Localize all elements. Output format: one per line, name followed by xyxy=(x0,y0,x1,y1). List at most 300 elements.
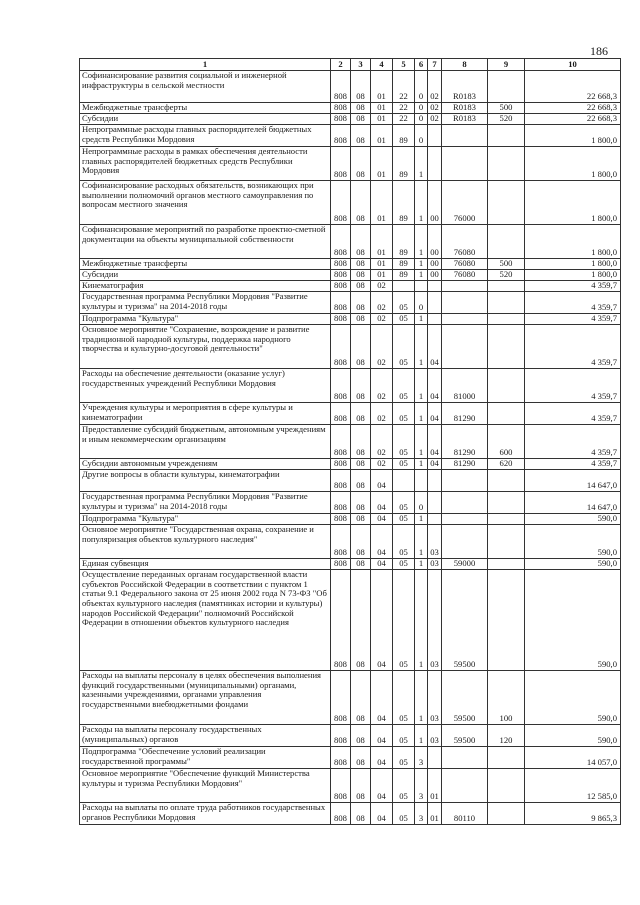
row-code-cs2: 1 xyxy=(415,725,428,747)
row-code-cs3 xyxy=(428,514,442,525)
row-code-vr xyxy=(488,803,525,825)
row-code-cs2: 1 xyxy=(415,559,428,570)
row-code-cs3: 03 xyxy=(428,525,442,559)
row-amount: 590,0 xyxy=(525,559,621,570)
row-code-cs1: 22 xyxy=(393,71,415,103)
row-code-pr: 01 xyxy=(371,181,393,225)
row-code-cs2: 1 xyxy=(415,570,428,671)
row-code-cs2: 0 xyxy=(415,103,428,114)
row-code-cs2: 1 xyxy=(415,514,428,525)
row-code-rz: 08 xyxy=(351,459,371,470)
row-code-cs1: 05 xyxy=(393,369,415,403)
row-code-rz: 08 xyxy=(351,103,371,114)
row-code-cs4: 81000 xyxy=(442,369,488,403)
row-amount: 590,0 xyxy=(525,514,621,525)
row-code-gr: 808 xyxy=(331,181,351,225)
row-amount: 590,0 xyxy=(525,671,621,725)
row-code-rz: 08 xyxy=(351,514,371,525)
row-code-vr xyxy=(488,559,525,570)
row-code-vr xyxy=(488,225,525,259)
table-row xyxy=(80,570,621,671)
row-code-vr xyxy=(488,125,525,147)
column-header-1: 1 xyxy=(80,59,331,71)
row-code-cs2: 0 xyxy=(415,492,428,514)
row-code-cs1: 05 xyxy=(393,525,415,559)
row-code-cs2: 0 xyxy=(415,292,428,314)
row-code-vr xyxy=(488,292,525,314)
row-code-vr xyxy=(488,769,525,803)
row-amount: 4 359,7 xyxy=(525,403,621,425)
row-amount: 4 359,7 xyxy=(525,292,621,314)
row-code-gr: 808 xyxy=(331,747,351,769)
row-code-vr xyxy=(488,514,525,525)
row-description: Основное мероприятие "Государственная охрана, сохранение и популяризация объектов культурного наследия" xyxy=(80,525,331,559)
row-description: Кинематография xyxy=(80,281,331,292)
row-code-cs1: 05 xyxy=(393,725,415,747)
row-code-cs3: 04 xyxy=(428,425,442,459)
row-code-pr: 01 xyxy=(371,147,393,181)
row-code-cs4: R0183 xyxy=(442,103,488,114)
row-code-cs3: 04 xyxy=(428,459,442,470)
row-description: Межбюджетные трансферты xyxy=(80,259,331,270)
row-code-cs3: 04 xyxy=(428,369,442,403)
row-description: Подпрограмма "Обеспечение условий реализации государственной программы" xyxy=(80,747,331,769)
row-code-rz: 08 xyxy=(351,559,371,570)
row-code-cs4: 59500 xyxy=(442,725,488,747)
row-description: Софинансирование расходных обязательств, возникающих при выполнении полномочий органов местного самоуправления по вопросам местного значения xyxy=(80,181,331,225)
row-code-vr xyxy=(488,403,525,425)
row-description: Учреждения культуры и мероприятия в сфере культуры и кинематографии xyxy=(80,403,331,425)
row-code-cs3: 02 xyxy=(428,103,442,114)
row-code-cs1: 05 xyxy=(393,459,415,470)
row-code-gr: 808 xyxy=(331,803,351,825)
row-description: Расходы на выплаты по оплате труда работников государственных органов Республики Мордовия xyxy=(80,803,331,825)
row-code-pr: 04 xyxy=(371,725,393,747)
row-code-cs4: 80110 xyxy=(442,803,488,825)
row-code-rz: 08 xyxy=(351,470,371,492)
row-code-rz: 08 xyxy=(351,369,371,403)
row-amount: 22 668,3 xyxy=(525,103,621,114)
row-code-cs1: 89 xyxy=(393,270,415,281)
row-code-gr: 808 xyxy=(331,671,351,725)
row-description: Единая субвенция xyxy=(80,559,331,570)
table-row xyxy=(80,292,621,314)
row-description: Подпрограмма "Культура" xyxy=(80,514,331,525)
row-code-cs2: 1 xyxy=(415,369,428,403)
row-code-cs2: 1 xyxy=(415,225,428,259)
row-code-vr: 100 xyxy=(488,671,525,725)
table-row xyxy=(80,403,621,425)
row-code-cs4 xyxy=(442,514,488,525)
row-code-cs2: 1 xyxy=(415,181,428,225)
row-code-cs2 xyxy=(415,281,428,292)
row-code-rz: 08 xyxy=(351,525,371,559)
table-row xyxy=(80,470,621,492)
row-amount: 9 865,3 xyxy=(525,803,621,825)
row-code-pr: 04 xyxy=(371,514,393,525)
row-code-cs2: 3 xyxy=(415,769,428,803)
row-code-pr: 01 xyxy=(371,259,393,270)
row-code-cs1: 05 xyxy=(393,514,415,525)
row-code-rz: 08 xyxy=(351,492,371,514)
row-code-cs4: 81290 xyxy=(442,425,488,459)
row-code-cs2 xyxy=(415,470,428,492)
row-code-gr: 808 xyxy=(331,325,351,369)
row-code-vr xyxy=(488,147,525,181)
row-description: Межбюджетные трансферты xyxy=(80,103,331,114)
row-code-cs2: 0 xyxy=(415,125,428,147)
row-code-cs1: 05 xyxy=(393,492,415,514)
row-code-cs1: 05 xyxy=(393,425,415,459)
row-code-cs1: 22 xyxy=(393,114,415,125)
row-code-rz: 08 xyxy=(351,147,371,181)
row-code-vr: 500 xyxy=(488,103,525,114)
row-code-rz: 08 xyxy=(351,747,371,769)
row-code-cs1: 89 xyxy=(393,147,415,181)
table-row xyxy=(80,225,621,259)
table-row xyxy=(80,314,621,325)
row-description: Субсидии xyxy=(80,114,331,125)
row-amount: 4 359,7 xyxy=(525,325,621,369)
row-code-cs2: 0 xyxy=(415,114,428,125)
row-code-pr: 02 xyxy=(371,369,393,403)
row-code-cs2: 1 xyxy=(415,459,428,470)
row-code-rz: 08 xyxy=(351,71,371,103)
row-code-vr: 520 xyxy=(488,270,525,281)
row-code-vr: 120 xyxy=(488,725,525,747)
table-row xyxy=(80,559,621,570)
row-code-gr: 808 xyxy=(331,459,351,470)
row-description: Другие вопросы в области культуры, кинематографии xyxy=(80,470,331,492)
row-code-cs4 xyxy=(442,492,488,514)
table-row xyxy=(80,147,621,181)
row-code-gr: 808 xyxy=(331,103,351,114)
row-code-cs4: 59000 xyxy=(442,559,488,570)
row-code-cs4: 59500 xyxy=(442,570,488,671)
table-row xyxy=(80,181,621,225)
row-code-gr: 808 xyxy=(331,259,351,270)
column-header-7: 7 xyxy=(428,59,442,71)
row-code-cs2: 1 xyxy=(415,259,428,270)
table-row xyxy=(80,747,621,769)
column-header-8: 8 xyxy=(442,59,488,71)
row-code-rz: 08 xyxy=(351,725,371,747)
row-code-cs3 xyxy=(428,314,442,325)
row-code-cs3: 02 xyxy=(428,114,442,125)
row-code-cs2: 1 xyxy=(415,270,428,281)
table-row xyxy=(80,259,621,270)
table-row xyxy=(80,425,621,459)
row-code-cs3: 00 xyxy=(428,181,442,225)
row-description: Субсидии xyxy=(80,270,331,281)
row-code-vr xyxy=(488,747,525,769)
row-code-gr: 808 xyxy=(331,281,351,292)
row-code-pr: 04 xyxy=(371,803,393,825)
row-code-cs2: 1 xyxy=(415,671,428,725)
row-code-cs1: 05 xyxy=(393,403,415,425)
row-code-cs4: 59500 xyxy=(442,671,488,725)
row-code-cs4: 81290 xyxy=(442,403,488,425)
row-code-gr: 808 xyxy=(331,270,351,281)
row-amount: 14 647,0 xyxy=(525,492,621,514)
row-code-cs3 xyxy=(428,281,442,292)
row-code-cs2: 3 xyxy=(415,803,428,825)
row-description: Непрограммные расходы главных распорядителей бюджетных средств Республики Мордовия xyxy=(80,125,331,147)
table-row xyxy=(80,71,621,103)
row-description: Основное мероприятие "Сохранение, возрождение и развитие традиционной народной культуры, поддержка народного творчества и культурно-досуговой деятельности" xyxy=(80,325,331,369)
table-row xyxy=(80,325,621,369)
row-description: Подпрограмма "Культура" xyxy=(80,314,331,325)
row-code-gr: 808 xyxy=(331,403,351,425)
row-code-cs3: 00 xyxy=(428,259,442,270)
row-code-pr: 04 xyxy=(371,570,393,671)
row-code-rz: 08 xyxy=(351,259,371,270)
row-code-cs2: 1 xyxy=(415,314,428,325)
row-description: Расходы на выплаты персоналу в целях обеспечения выполнения функций государственными (муниципальными) органами, казенными учреждениями, органами управления государственными внебюджетными фондами xyxy=(80,671,331,725)
row-code-cs1: 05 xyxy=(393,570,415,671)
row-code-gr: 808 xyxy=(331,147,351,181)
row-amount: 1 800,0 xyxy=(525,181,621,225)
budget-table xyxy=(79,58,621,825)
table-row xyxy=(80,103,621,114)
row-code-pr: 02 xyxy=(371,459,393,470)
row-code-vr xyxy=(488,369,525,403)
row-amount: 14 057,0 xyxy=(525,747,621,769)
row-code-cs1: 05 xyxy=(393,559,415,570)
table-row xyxy=(80,459,621,470)
row-code-cs3: 03 xyxy=(428,570,442,671)
row-code-gr: 808 xyxy=(331,525,351,559)
row-code-cs4: R0183 xyxy=(442,71,488,103)
row-code-gr: 808 xyxy=(331,559,351,570)
row-code-gr: 808 xyxy=(331,425,351,459)
row-code-cs4 xyxy=(442,147,488,181)
row-code-cs1: 05 xyxy=(393,671,415,725)
table-row xyxy=(80,514,621,525)
row-code-gr: 808 xyxy=(331,71,351,103)
row-code-rz: 08 xyxy=(351,270,371,281)
row-code-vr xyxy=(488,492,525,514)
row-code-vr xyxy=(488,470,525,492)
column-header-3: 3 xyxy=(351,59,371,71)
row-code-cs1: 05 xyxy=(393,314,415,325)
row-code-cs4: 76080 xyxy=(442,270,488,281)
row-code-gr: 808 xyxy=(331,769,351,803)
row-code-cs1 xyxy=(393,281,415,292)
row-amount: 1 800,0 xyxy=(525,259,621,270)
row-code-pr: 02 xyxy=(371,314,393,325)
row-code-cs1: 89 xyxy=(393,181,415,225)
row-code-vr: 620 xyxy=(488,459,525,470)
row-code-cs3 xyxy=(428,292,442,314)
row-code-gr: 808 xyxy=(331,470,351,492)
row-code-cs1: 05 xyxy=(393,769,415,803)
row-code-cs3: 04 xyxy=(428,325,442,369)
row-description: Субсидии автономным учреждениям xyxy=(80,459,331,470)
row-code-pr: 02 xyxy=(371,425,393,459)
row-code-cs4 xyxy=(442,525,488,559)
row-code-vr xyxy=(488,525,525,559)
column-header-9: 9 xyxy=(488,59,525,71)
row-code-gr: 808 xyxy=(331,492,351,514)
row-code-vr xyxy=(488,71,525,103)
row-code-cs4: 76080 xyxy=(442,259,488,270)
row-code-pr: 04 xyxy=(371,769,393,803)
row-code-cs4 xyxy=(442,125,488,147)
row-code-pr: 04 xyxy=(371,525,393,559)
row-code-cs3 xyxy=(428,747,442,769)
row-code-rz: 08 xyxy=(351,114,371,125)
row-amount: 1 800,0 xyxy=(525,225,621,259)
row-amount: 4 359,7 xyxy=(525,459,621,470)
row-code-vr xyxy=(488,314,525,325)
row-code-gr: 808 xyxy=(331,369,351,403)
row-code-rz: 08 xyxy=(351,403,371,425)
row-code-cs3: 00 xyxy=(428,270,442,281)
column-header-6: 6 xyxy=(415,59,428,71)
row-amount: 4 359,7 xyxy=(525,425,621,459)
row-code-cs2: 1 xyxy=(415,525,428,559)
row-code-cs1 xyxy=(393,470,415,492)
row-code-cs3: 01 xyxy=(428,803,442,825)
row-code-cs4: 81290 xyxy=(442,459,488,470)
row-code-rz: 08 xyxy=(351,803,371,825)
row-code-vr: 500 xyxy=(488,259,525,270)
row-code-vr xyxy=(488,570,525,671)
row-code-rz: 08 xyxy=(351,425,371,459)
row-code-rz: 08 xyxy=(351,225,371,259)
row-code-cs4 xyxy=(442,747,488,769)
row-code-cs1: 05 xyxy=(393,292,415,314)
row-code-pr: 01 xyxy=(371,270,393,281)
row-code-pr: 01 xyxy=(371,71,393,103)
row-code-gr: 808 xyxy=(331,570,351,671)
row-code-rz: 08 xyxy=(351,281,371,292)
row-code-cs3: 03 xyxy=(428,559,442,570)
table-row xyxy=(80,671,621,725)
row-code-cs3 xyxy=(428,147,442,181)
row-description: Предоставление субсидий бюджетным, автономным учреждениям и иным некоммерческим организациям xyxy=(80,425,331,459)
row-code-cs2: 1 xyxy=(415,403,428,425)
table-body xyxy=(80,71,621,825)
row-code-cs2: 3 xyxy=(415,747,428,769)
page-number: 186 xyxy=(590,44,608,58)
row-code-cs3 xyxy=(428,492,442,514)
row-code-pr: 02 xyxy=(371,281,393,292)
row-description: Расходы на выплаты персоналу государственных (муниципальных) органов xyxy=(80,725,331,747)
row-code-cs4 xyxy=(442,470,488,492)
row-code-pr: 04 xyxy=(371,747,393,769)
row-amount: 1 800,0 xyxy=(525,125,621,147)
row-code-vr: 600 xyxy=(488,425,525,459)
row-code-cs3: 02 xyxy=(428,71,442,103)
row-code-gr: 808 xyxy=(331,114,351,125)
row-code-cs1: 22 xyxy=(393,103,415,114)
row-code-rz: 08 xyxy=(351,570,371,671)
row-code-cs2: 1 xyxy=(415,325,428,369)
row-code-gr: 808 xyxy=(331,225,351,259)
row-code-cs1: 89 xyxy=(393,259,415,270)
row-amount: 590,0 xyxy=(525,525,621,559)
row-code-cs1: 05 xyxy=(393,747,415,769)
table-row xyxy=(80,803,621,825)
table-row xyxy=(80,769,621,803)
row-code-gr: 808 xyxy=(331,725,351,747)
row-code-pr: 01 xyxy=(371,114,393,125)
table-header xyxy=(80,59,621,71)
column-header-4: 4 xyxy=(371,59,393,71)
row-code-vr xyxy=(488,281,525,292)
row-code-cs1: 89 xyxy=(393,125,415,147)
row-code-rz: 08 xyxy=(351,181,371,225)
table-row xyxy=(80,369,621,403)
table-row xyxy=(80,125,621,147)
row-description: Расходы на обеспечение деятельности (оказание услуг) государственных учреждений Республики Мордовия xyxy=(80,369,331,403)
row-code-pr: 01 xyxy=(371,225,393,259)
row-code-cs4: 76000 xyxy=(442,181,488,225)
row-code-cs3 xyxy=(428,470,442,492)
row-amount: 590,0 xyxy=(525,570,621,671)
row-code-vr xyxy=(488,181,525,225)
row-amount: 4 359,7 xyxy=(525,281,621,292)
row-code-gr: 808 xyxy=(331,125,351,147)
column-header-10: 10 xyxy=(525,59,621,71)
column-header-5: 5 xyxy=(393,59,415,71)
row-code-cs1: 05 xyxy=(393,803,415,825)
row-description: Государственная программа Республики Мордовия "Развитие культуры и туризма" на 2014-2018 годы xyxy=(80,492,331,514)
row-code-cs4 xyxy=(442,281,488,292)
row-description: Осуществление переданных органам государственной власти субъектов Российской Федерации в соответствии с пунктом 1 статьи 9.1 Федерального закона от 25 июня 2002 года N 73-ФЗ "Об объектах культурного наследия (памятниках истории и культуры) народов Российской Федерации" полномочий Российской Федерации в отношении объектов культурного наследия xyxy=(80,570,331,671)
row-code-cs4 xyxy=(442,314,488,325)
row-code-vr xyxy=(488,325,525,369)
row-code-cs1: 89 xyxy=(393,225,415,259)
row-code-pr: 04 xyxy=(371,492,393,514)
row-code-pr: 01 xyxy=(371,125,393,147)
row-code-cs4: R0183 xyxy=(442,114,488,125)
row-code-cs3: 03 xyxy=(428,671,442,725)
row-amount: 22 668,3 xyxy=(525,71,621,103)
row-code-pr: 02 xyxy=(371,292,393,314)
row-code-cs3 xyxy=(428,125,442,147)
table-row xyxy=(80,114,621,125)
row-amount: 14 647,0 xyxy=(525,470,621,492)
row-code-gr: 808 xyxy=(331,292,351,314)
table-row xyxy=(80,525,621,559)
row-code-cs3: 00 xyxy=(428,225,442,259)
row-code-pr: 02 xyxy=(371,325,393,369)
table-row xyxy=(80,281,621,292)
row-amount: 4 359,7 xyxy=(525,314,621,325)
row-code-cs2: 1 xyxy=(415,147,428,181)
table-row xyxy=(80,725,621,747)
row-code-cs4: 76080 xyxy=(442,225,488,259)
row-code-pr: 02 xyxy=(371,403,393,425)
row-code-cs4 xyxy=(442,769,488,803)
row-code-rz: 08 xyxy=(351,769,371,803)
row-description: Государственная программа Республики Мордовия "Развитие культуры и туризма" на 2014-2018 годы xyxy=(80,292,331,314)
row-code-gr: 808 xyxy=(331,514,351,525)
row-amount: 22 668,3 xyxy=(525,114,621,125)
row-code-gr: 808 xyxy=(331,314,351,325)
row-description: Непрограммные расходы в рамках обеспечения деятельности главных распорядителей бюджетных средств Республики Мордовия xyxy=(80,147,331,181)
row-code-pr: 01 xyxy=(371,103,393,114)
row-code-cs2: 1 xyxy=(415,425,428,459)
row-amount: 590,0 xyxy=(525,725,621,747)
row-description: Основное мероприятие "Обеспечение функций Министерства культуры и туризма Республики Мордовия" xyxy=(80,769,331,803)
row-description: Софинансирование развития социальной и инженерной инфраструктуры в сельской местности xyxy=(80,71,331,103)
row-description: Софинансирование мероприятий по разработке проектно-сметной документации на объекты муниципальной собственности xyxy=(80,225,331,259)
row-code-cs4 xyxy=(442,325,488,369)
